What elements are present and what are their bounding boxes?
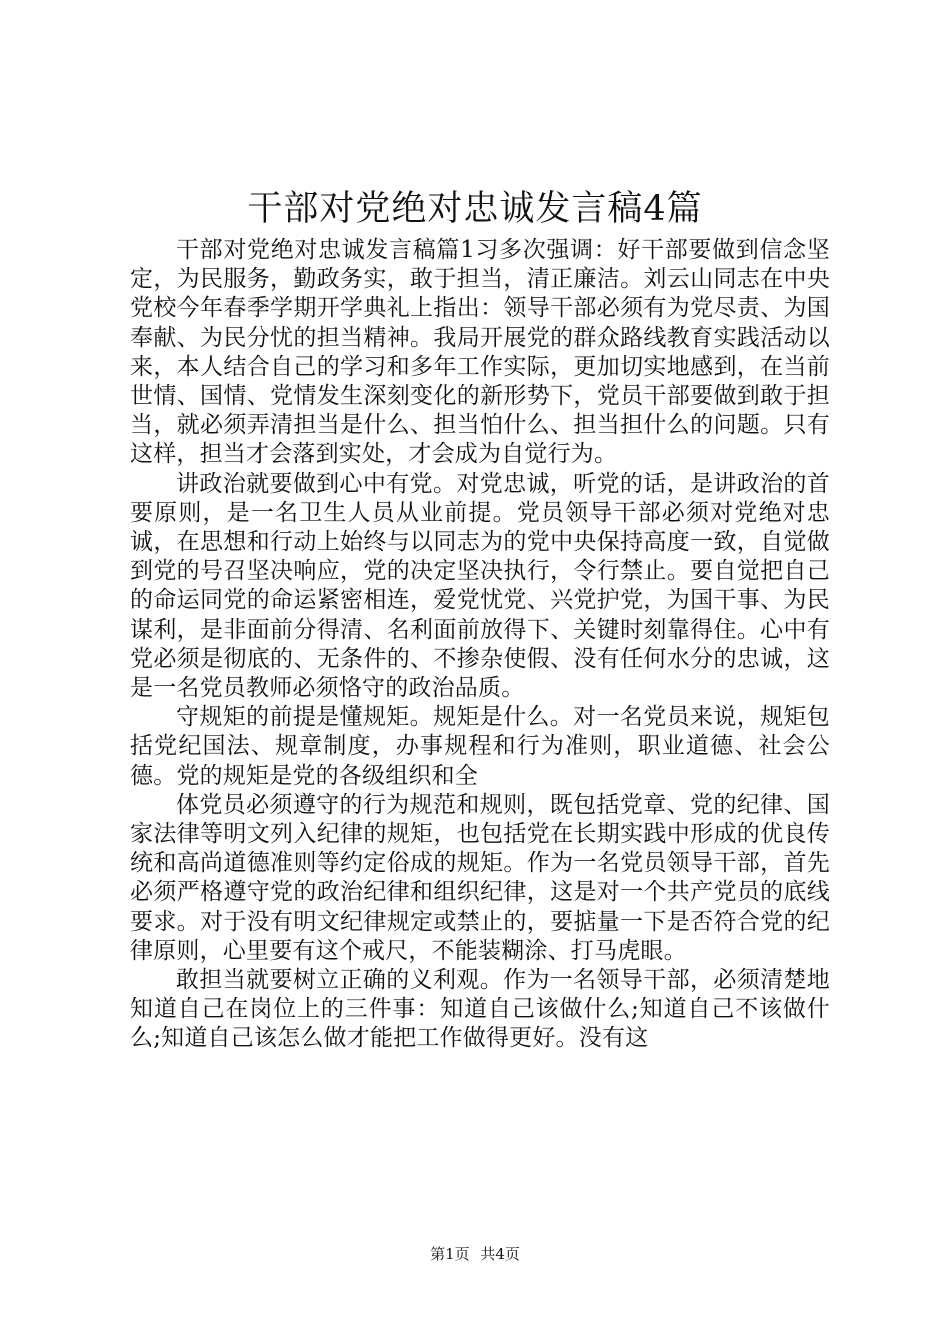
paragraph-4: 体党员必须遵守的行为规范和规则，既包括党章、党的纪律、国家法律等明文列入纪律的规矩，也包括党在长期实践中形成的优良传统和高尚道德准则等约定俗成的规矩。作为一名党员领导干部，首先必须严格遵守党的政治纪律和组织纪律，这是对一个共产党员的底线要求。对于没有明文纪律规定或禁止的，要掂量一下是否符合党的纪律原则，心里要有这个戒尺，不能装糊涂、打马虎眼。 [130,791,830,964]
document-body [130,236,830,1054]
page-total: 共4页 [480,1245,520,1263]
paragraph-5: 敢担当就要树立正确的义利观。作为一名领导干部，必须清楚地知道自己在岗位上的三件事：知道自己该做什么;知道自己不该做什么;知道自己该怎么做才能把工作做得更好。没有这 [130,967,830,1052]
paragraph-2: 讲政治就要做到心中有党。对党忠诚，听党的话，是讲政治的首要原则，是一名卫生人员从业前提。党员领导干部必须对党绝对忠诚，在思想和行动上始终与以同志为的党中央保持高度一致，自觉做到党的号召坚决响应，党的决定坚决执行，令行禁止。要自觉把自己的命运同党的命运紧密相连，爱党忧党、兴党护党，为国干事、为民谋利，是非面前分得清、名利面前放得下、关键时刻靠得住。心中有党必须是彻底的、无条件的、不掺杂使假、没有任何水分的忠诚，这是一名党员教师必须恪守的政治品质。 [130,470,830,702]
paragraph-3: 守规矩的前提是懂规矩。规矩是什么。对一名党员来说，规矩包括党纪国法、规章制度，办事规程和行为准则，职业道德、社会公德。党的规矩是党的各级组织和全 [130,704,830,789]
page-number: 第1页 [430,1245,470,1263]
paragraph-1: 干部对党绝对忠诚发言稿篇1习多次强调：好干部要做到信念坚定，为民服务，勤政务实，敢于担当，清正廉洁。刘云山同志在中央党校今年春季学期开学典礼上指出：领导干部必须有为党尽责、为国奉献、为民分忧的担当精神。我局开展党的群众路线教育实践活动以来，本人结合自己的学习和多年工作实际，更加切实地感到，在当前世情、国情、党情发生深刻变化的新形势下，党员干部要做到敢于担当，就必须弄清担当是什么、担当怕什么、担当担什么的问题。只有这样，担当才会落到实处，才会成为自觉行为。 [130,237,830,468]
page-footer [0,1244,950,1264]
document-title: 干部对党绝对忠诚发言稿4篇 [247,189,703,229]
